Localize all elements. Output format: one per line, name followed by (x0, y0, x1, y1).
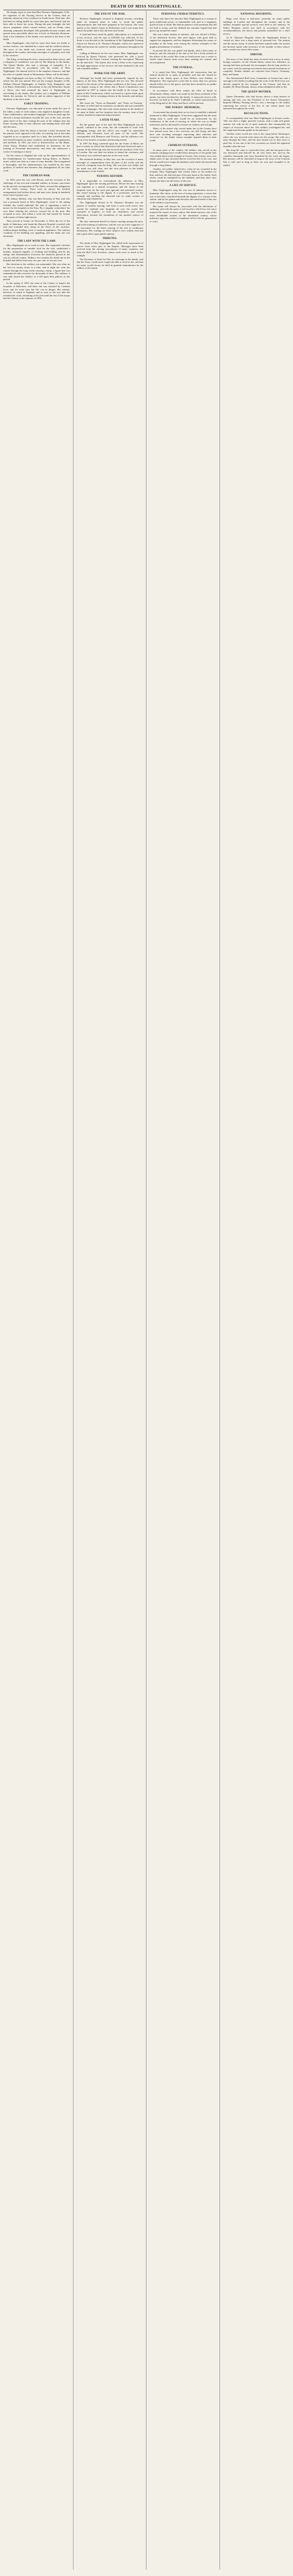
newspaper-page (3, 3, 290, 2570)
section-heading: THE LADY WITH THE LAMP. (17, 240, 56, 243)
section-heading: NURSING REFORM. (96, 175, 123, 178)
section-heading: NATIONAL MOURNING. (240, 13, 272, 16)
paragraph: Her name will always be associated with the alleviation of suffering, and with the spirit of self-sacrifice which has ever since inspired the nurses of every nation. Her death removes one of the most remarkable women of the nineteenth century, whose influence upon the welfare of mankind will be felt for generations to come. (150, 204, 217, 223)
paragraph: In 1854 came the war with Russia, and the accounts of the sufferings of the sick and wounded soldiers at Scutari, sent home by the special correspondent of The Times, aroused the indignation of the whole country. There were no nurses, the medical arrangements had broken down, and men were dying in hundreds from want of proper care. (3, 178, 70, 197)
section-heading: PERSONAL CHARACTERISTICS. (161, 13, 205, 16)
paragraph: Miss Nightingale's long life was one of unbroken service to humanity. She chose, in the face of strong opposition, a career that was at that time considered beneath the dignity of a woman of her station, and by her genius and devotion she transformed it into one of the noblest of professions. (150, 189, 217, 204)
section-heading: RECOLLECTIONS. (244, 112, 269, 115)
paragraph: Florence Nightingale returned to England secretly, travelling under an assumed name in order to avoid the public demonstrations that had been prepared in her honour. She went quietly to her father's house in Derbyshire, and it was some time before the public knew that she had come home. (76, 17, 143, 32)
section-heading: LATER YEARS. (99, 118, 120, 122)
paragraph: The International Red Cross Committee at Geneva has sent a message to the family recalling that the work of the Red Cross was directly inspired by her example in the Crimea, and that its founder, M. Henri Dunant, always acknowledged his debt to her. (223, 76, 290, 89)
paragraph: In 1907 the King conferred upon her the Order of Merit, the first occasion on which that distinction had been bestowed upon a woman. In the following year she received the freedom of the City of London. She was then too infirm to attend the ceremony, and the honour was conferred upon her in her own room. (76, 142, 143, 157)
paragraph: For the greater part of her later life Miss Nightingale was an invalid, confined to her room, but she continued to work with unflagging energy, and her advice was sought by statesmen, officials, and reformers from all parts of the world. She corresponded with Ministers and Viceroys, and her influence was felt in every branch of sanitary and nursing reform. (76, 123, 143, 141)
paragraph: Another writer recalls her visit to the camp before Sebastopol, where she was received with cheers by the troops. She rode on a pony through the lines, and the men turned out of their tents to greet her. It was one of the few occasions on which she appeared in public after the war. (223, 132, 290, 148)
text-column (77, 11, 147, 2570)
paragraph: It is stated that Miss Nightingale left instructions that her funeral should be as quiet as possible, and that she should be buried in the family grave at East Wellow, near Embley, in Hampshire. She expressed a wish that no more than two persons should follow her to the grave, and that there should be no public demonstration. (150, 70, 217, 89)
paragraph: Those who knew her describe Miss Nightingale as a woman of great intellectual power, of indomitable will, and of a singularly practical turn of mind. She had no patience with sentiment that did not lead to action, and she disliked the romantic legend that had grown up around her name. (150, 17, 217, 32)
section-heading: WORK FOR THE ARMY. (94, 72, 126, 75)
section-heading: THE CRIMEAN WAR. (23, 174, 51, 177)
paragraph: As she grew older her desire to become a nurse increased, but her parents were opposed to the idea, for nursing was at that time regarded as an occupation unfit for a lady. She travelled abroad, and visited hospitals in many countries, studying their organisation and methods. In 1851 she went to Kaiserswerth, on the Rhine, where Pastor Fliedner had established an institution for the training of Protestant deaconesses, and there she underwent a course of training as a nurse. (3, 129, 70, 153)
paragraph: The news of her death has been received with sorrow in many foreign countries. In the United States, where her influence on nursing had been profound, the newspapers devote long articles to her career, and the nursing associations have passed resolutions of sympathy. Similar tributes are reported from France, Germany, Italy, and Japan. (223, 57, 290, 76)
paragraph: Although her health had been permanently injured by her labours in the East, Miss Nightingale did not rest. She devoted herself to the reform of the sanitary conditions of the Army, and it was largely owing to her efforts that a Royal Commission was appointed in 1857 to inquire into the health of the troops. The report of this Commission, which was based to a great extent upon her evidence, led to sweeping reforms in the barracks and military hospitals. (76, 76, 143, 101)
paragraph: Many of the nurses who served under her in the Crimea have now passed away, but a few survivors are still living, and they have sent touching messages expressing their affection and reverence for the leader whose example inspired them in their youth. (150, 127, 217, 142)
section-heading: TRIBUTES. (102, 237, 117, 241)
paragraph: Another old soldier related how, when he lay wounded in the hospital, Miss Nightingale had written letters to his mother for him, and how she had sent part of his pay home to his family. Such stories could be multiplied by the hundred, and they show how deeply she had won the hearts of the men. (150, 167, 217, 182)
paragraph: In accordance with these wishes the offer of burial in Westminster Abbey, which was made by the Dean on behalf of the nation, has been declined by the family. A memorial service will, however, be held in St. Paul's Cathedral, at which representatives of the King and of the Army and Navy will be present. (150, 89, 217, 104)
paragraph: Calling at Balmoral on her way home, Miss Nightingale was received by Queen Victoria, who presented her with a jewel designed by the Prince Consort, bearing the inscription "Blessed are the merciful." The Queen also wrote a letter to her expressing her high appreciation of the services she had rendered to the sick and wounded soldiers. (76, 52, 143, 70)
section-heading: THE END OF THE WAR. (94, 13, 126, 16)
paragraph: In the spring of 1855 she went to the Crimea to inspect the hospitals at Balaclava, and there she was attacked by Crimean fever, and for some time her life was in danger. She refused, however, to return to England, and as soon as she was able she resumed her work, remaining at her post until the last of the troops had left Turkey in the summer of 1856. (3, 282, 70, 300)
section-heading: ABROAD. (250, 53, 263, 56)
text-column (150, 11, 220, 2570)
paragraph: Miss Nightingale, who had for some time been too feeble to receive visitors, was attended by a nurse and her medical adviser. The news of her death was received with profound sorrow throughout the country, and many messages of sympathy were sent to her relatives. (3, 42, 70, 57)
paragraph: Miss Nightingale was born on May 12, 1820, at Florence, after which city she was named. She was the younger daughter of Mr. William Edward Nightingale, of Embley Park, Hampshire, and Lea Hurst, Derbyshire, a descendant of the old Derbyshire family of Shore, who had assumed the name of Nightingale on succeeding to the estates. Her mother was a daughter of William Smith, the member for Norwich, and an ardent supporter of the abolition of the slave trade. (3, 76, 70, 101)
paragraph: We deeply regret to state that Miss Florence Nightingale, O.M., the organizer of the Nursing Service in the Crimea, died on Saturday afternoon at her residence in South-street, Park-lane. She had been in failing health for some time past, and latterly had not been able to leave her room. During the past fortnight she had shown symptoms which caused anxiety, and on Friday some alarming symptoms developed. She gradually became weaker, and passed away peacefully about two o'clock on Saturday afternoon. Only a few members of her family were present at the time of her death. (3, 11, 70, 41)
paragraph: Her devotion to the soldiers was unbounded. She was often on her feet for twenty hours at a time, and at night she went her rounds through the long wards carrying a lamp, a figure that was remembered with reverence by thousands of men. The soldiers, it was said, kissed her shadow as it fell upon their pillows as she passed. (3, 263, 70, 281)
paragraph: Queen Alexandra, who had always shown a deep interest in nursing and who was the President of the Queen Alexandra's Imperial Military Nursing Service, sent a message to the family expressing her sorrow at the loss of one whose name was honoured throughout the world. (223, 95, 290, 110)
paragraph: She wrote her "Notes on Hospitals" and "Notes on Nursing," the latter of which had an enormous circulation and was translated into many languages. She also took a keen interest in the health of the army in India, and her inquiries into the sanitary state of that country resulted in important improvements. (76, 101, 143, 117)
section-heading: CRIMEAN VETERANS. (168, 144, 198, 147)
paragraph: Flags were flown at half-mast yesterday on many public buildings in London and throughout the country, and at the military hospitals special services were held in her memory. At Netley Hospital, which was built in accordance with her recommendations, the nurses and patients assembled for a short service. (223, 17, 290, 35)
paragraph: A movement has already been set on foot to establish a national memorial to Miss Nightingale. It has been suggested that the most fitting form it could take would be an endowment for the furtherance of the work of nursing, in which she was so deeply interested, and for the benefit of nurses in sickness and old age. (150, 111, 217, 126)
paragraph: She also interested herself in district nursing among the poor, and in the training of midwives, and she was an active supporter of the movement for the better nursing of the sick in workhouse infirmaries. Her writings on these subjects were widely read and had a great effect upon public opinion. (76, 220, 143, 235)
paragraph: The King, on hearing the news, expressed his deep sorrow, and a telegram of condolence was sent by His Majesty to the family. The Queen Mother also sent a message of sympathy. It is understood that, in accordance with the wishes of Miss Nightingale, the funeral will be of the simplest character, and that the offer of a public burial in Westminster Abbey will be declined. (3, 57, 70, 76)
article-columns (3, 11, 290, 2570)
text-column (223, 11, 290, 2570)
section-heading: A LIFE OF SERVICE. (169, 184, 197, 188)
headline: DEATH OF MISS NIGHTINGALE. (3, 3, 290, 10)
paragraph: A fund had been raised by public subscription as a testimonial to her services, and the sum of £50,000 was collected. At her desire it was devoted to the foundation of the Nightingale Training School for Nurses at St. Thomas's Hospital, which was opened in 1860 and became the model for similar institutions throughout the world. (76, 33, 143, 51)
paragraph: Her long life came to a peaceful close, and she has gone to her rest honoured and beloved by all who knew her, and by the countless thousands who have benefited by the work she began. Her memory will be cherished as long as the story of the Crimean War is told, and as long as there are sick and wounded to be tended. (223, 148, 290, 167)
section-heading: EARLY TRAINING. (24, 103, 49, 106)
paragraph: It is impossible to overestimate the influence of Miss Nightingale upon the nursing profession. Before her time nursing was regarded as a menial occupation, and the nurses in the hospitals were for the most part ignorant and untrained women. She raised nursing to the dignity of a profession, and by her example and teaching she attracted into its ranks women of education and refinement. (76, 179, 143, 201)
paragraph: In many parts of the country old soldiers who served in the Crimean campaign have recalled their memories of the gentle lady who tended them in the hospital at Scutari. One veteran, now over eighty years of age, declared that he owed his life to her care, and that he would never forget the kindness with which she nursed him through a long illness. (150, 148, 217, 167)
paragraph: The Secretary of State for War, in a message to the family, said that the Army would never forget the debt it owed to her, and that her name would always be held in grateful remembrance by the soldiers of the nation. (76, 257, 143, 270)
paragraph: They arrived at Scutari on November 4, 1854, the eve of the battle of Inkerman, and found the Barrack Hospital crowded with sick and wounded men, lying on the floors in the corridors, without proper bedding, food, or medical appliances. The sanitary condition of the building was appalling, and the death rate was enormous. (3, 219, 70, 237)
paragraph: In private life she was gentle and kindly, with a keen sense of humour, and she retained to the end of her life a lively interest in the affairs of the world. Her room in South-street was a centre to which came visitors from every land, seeking her counsel and encouragement. (150, 49, 217, 64)
paragraph: Her ninetieth birthday, in May last, was the occasion of many messages of congratulation from all parts of the world, and she received a telegram from the King. She was then very feeble, but her mind was still clear, and she took pleasure in the kindly remembrance of her friends. (76, 158, 143, 173)
paragraph: The Nightingale School at St. Thomas's Hospital was the pioneer of modern nursing, and from it went forth nurses who carried her methods into hospitals all over the world. Her principles of hygiene, of fresh air, cleanliness, and careful observation, became the foundation of the modern science of nursing. (76, 201, 143, 220)
paragraph: On her return to England she took up the superintendence of the Establishment for Gentlewomen during Illness, in Harley-street, which was then in a state of some disorder. She reorganised it thoroughly, and her administration was marked by the same qualities of method and firmness that distinguished all her later work. (3, 154, 70, 172)
paragraph: Miss Nightingale set to work at once. She organised a kitchen for the preparation of suitable food for the sick, established a laundry, obtained supplies of clothing and bedding, and by her energy and determination overcame the obstacles placed in her way by official routine. Within a few months the death rate in the hospital had fallen from forty-two per cent. to two per cent. (3, 244, 70, 262)
paragraph: A correspondent who saw Miss Nightingale at Scutari writes: "She was then a slight, graceful woman, with a calm and gentle manner, but with an air of quiet authority that commanded the respect of everyone about her. The soldiers worshipped her, and the rough men became gentle in her presence." (223, 116, 290, 132)
text-column (3, 11, 74, 2570)
section-heading: THE QUEEN MOTHER. (241, 91, 272, 94)
paragraph: She was a keen student of statistics, and was elected a Fellow of the Statistical Society. She used figures with great skill to support her arguments, and her diagrams illustrating the causes of mortality in the Army were among the earliest examples of the graphic presentation of statistics. (150, 33, 217, 48)
section-heading: THE FUNERAL. (172, 66, 194, 69)
paragraph: At St. Thomas's Hospital, where the Nightingale School is carried on, there was a deep sense of personal loss. The matron and the nurses, many of whom had been trained under the system she devised, spoke with reverence of the founder of their school, and a wreath was sent in their name. (223, 36, 290, 51)
paragraph: Mr. Sidney Herbert, who was then Secretary at War, and who was a personal friend of Miss Nightingale, wrote to her asking whether she would undertake the task of organising a staff of nurses for the hospitals in the East. By a singular coincidence her own letter offering her services crossed his in the post. She accepted at once, and within a week she had started for Scutari with a party of thirty-eight nurses. (3, 197, 70, 218)
paragraph: Florence Nightingale was educated at home under the care of her father, a man of wide culture, who taught his daughters Greek, Latin, mathematics, and modern languages. From an early age she showed a strong inclination towards the care of the sick, and she spent much of her time visiting the poor in the villages near her home, nursing them in their illnesses and tending them with skill and devotion. (3, 107, 70, 128)
section-heading: THE NURSES' MEMORIAL. (165, 107, 201, 110)
paragraph: The death of Miss Nightingale has called forth expressions of sorrow from every part of the Empire. Messages have been received from the nursing associations of many countries, and from the Red Cross Societies, whose work owes so much to her example. (76, 242, 143, 257)
